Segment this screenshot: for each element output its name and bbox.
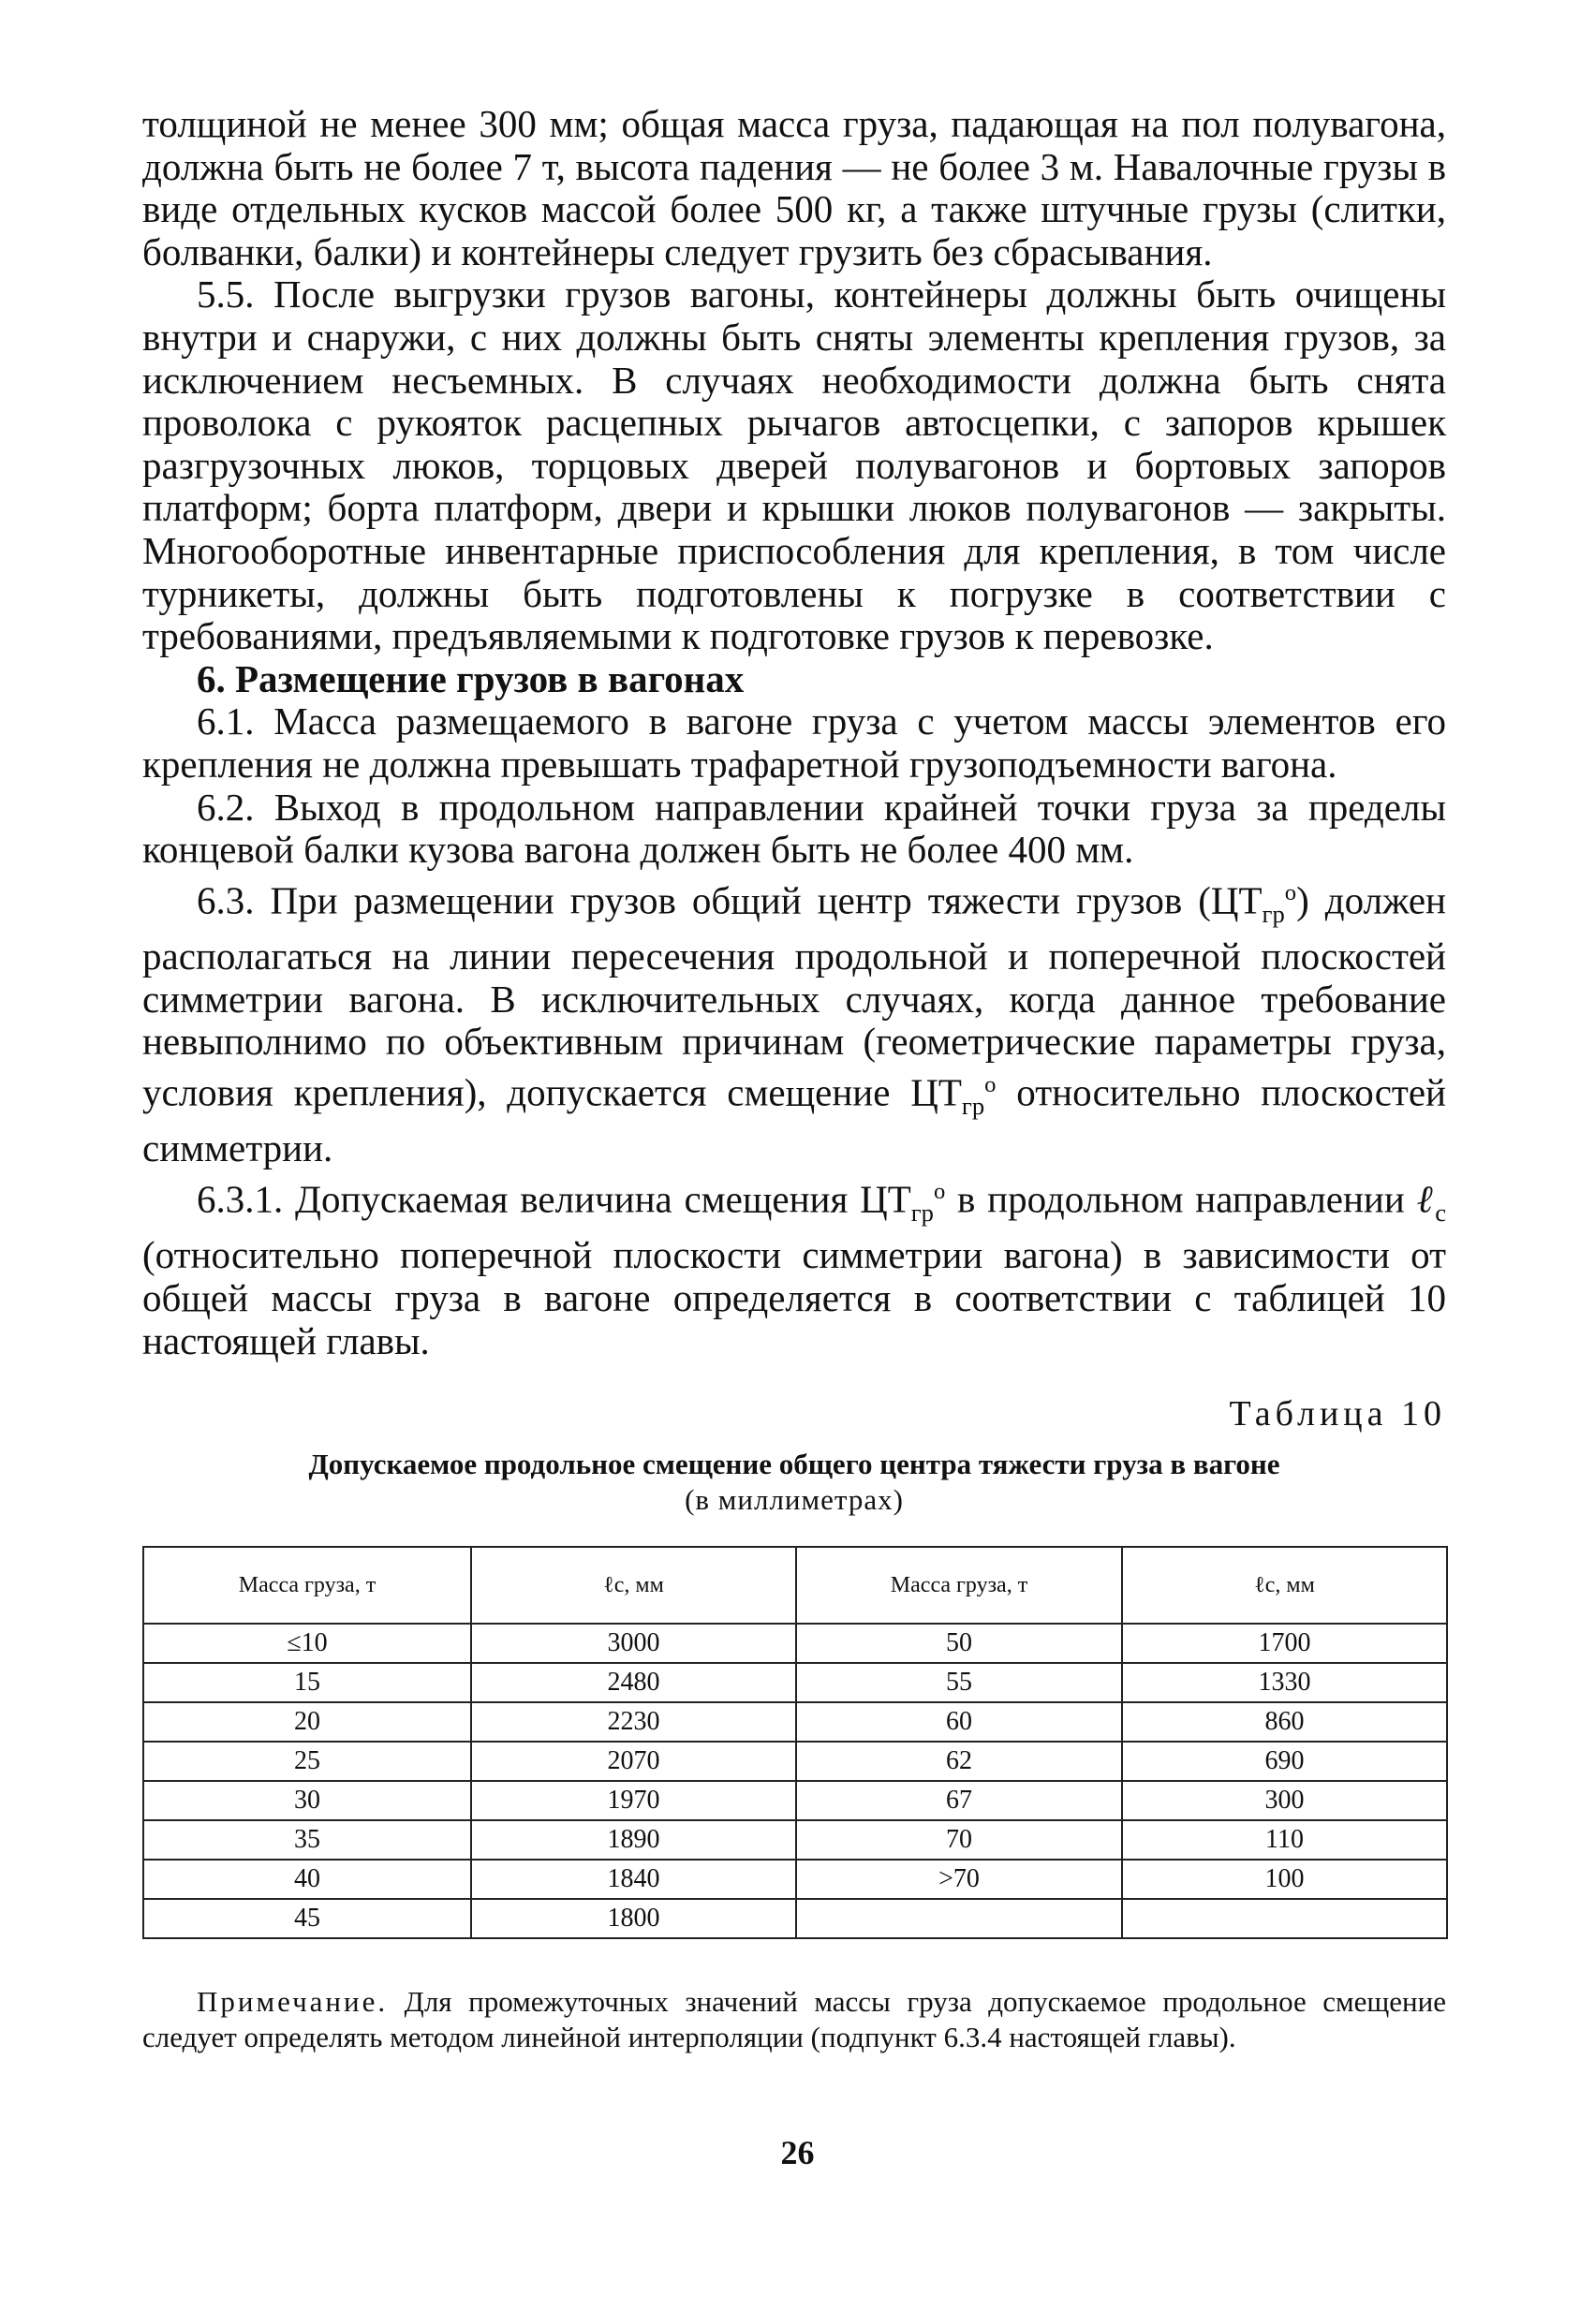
table-cell: 40 (143, 1860, 471, 1899)
section-title: 6. Размещение грузов в вагонах (197, 656, 745, 700)
paragraph-6-3: 6.3. При размещении грузов общий центр тяжести грузов $(ЦТ_{гр}^о)$ должен располагаться на линии пересечения продольной и поперечной плоскостей симметрии вагона. В исключительных случаях, когда данное требование невыполнимо по объективным причинам (геометрические параметры груза, условия крепления), допускается смещение $ЦТ_{гр}^о$ относительно плоскостей симметрии. (142, 878, 1446, 1170)
table-row (143, 1624, 1447, 1663)
note-label: Примечание. (197, 1985, 389, 2019)
table-cell: 2230 (471, 1702, 796, 1742)
page-number: 26 (780, 2134, 815, 2171)
paragraph-5-5: 5.5. После выгрузки грузов вагоны, контейнеры должны быть очищены внутри и снаружи, с них должны быть сняты элементы крепления грузов, за исключением несъемных. В случаях необходимости должна быть снята проволока с рукояток расцепных рычагов автосцепки, с запоров крышек разгрузочных люков, торцовых дверей полувагонов и бортовых запоров платформ; борта платформ, двери и крышки люков полувагонов — закрыты. Многооборотные инвентарные приспособления для крепления, в том числе турникеты, должны быть подготовлены к погрузке в соответствии с требованиями, предъявляемыми к подготовке грузов к перевозке. (142, 272, 1446, 658)
document-page (142, 103, 1446, 2055)
table-cell: 67 (796, 1781, 1122, 1820)
table-cell: 1700 (1122, 1624, 1447, 1663)
table-row (143, 1702, 1447, 1742)
table-row (143, 1860, 1447, 1899)
table-cell: ≤10 (143, 1624, 471, 1663)
paragraph-continuation: толщиной не менее 300 мм; общая масса груза, падающая на пол полувагона, должна быть не более 7 т, высота падения — не более 3 м. Навалочные грузы в виде отдельных кусков массой более 500 кг, а также штучные грузы (слитки, болванки, балки) и контейнеры следует грузить без сбрасывания. (142, 102, 1446, 273)
table-cell: 1840 (471, 1860, 796, 1899)
table-cell: 20 (143, 1702, 471, 1742)
table-cell: 60 (796, 1702, 1122, 1742)
table-unit: (в миллиметрах) (685, 1483, 904, 1517)
table-cell: 860 (1122, 1702, 1447, 1742)
table-cell: 55 (796, 1663, 1122, 1702)
table-cell: 1890 (471, 1820, 796, 1860)
table-cell: 300 (1122, 1781, 1447, 1820)
table-cell: 15 (143, 1663, 471, 1702)
table-cell (796, 1899, 1122, 1938)
header-offset-2: ℓс, мм (1122, 1547, 1447, 1624)
table-cell (1122, 1899, 1447, 1938)
table-cell: 2070 (471, 1742, 796, 1781)
paragraph-6-1: 6.1. Масса размещаемого в вагоне груза с учетом массы элементов его крепления не должна превышать трафаретной грузоподъемности вагона. (142, 699, 1446, 786)
table-cell: 62 (796, 1742, 1122, 1781)
table-cell: 50 (796, 1624, 1122, 1663)
table-cell: 690 (1122, 1742, 1447, 1781)
table-row (143, 1742, 1447, 1781)
table-cell: 25 (143, 1742, 471, 1781)
table-row (143, 1663, 1447, 1702)
table-row (143, 1899, 1447, 1938)
table-row (143, 1781, 1447, 1820)
table-cell: 1800 (471, 1899, 796, 1938)
table-cell: 30 (143, 1781, 471, 1820)
table-cell: 45 (143, 1899, 471, 1938)
table-cell: 1970 (471, 1781, 796, 1820)
table-cell: 3000 (471, 1624, 796, 1663)
table-cell: 110 (1122, 1820, 1447, 1860)
table-cell: >70 (796, 1860, 1122, 1899)
header-mass-1: Масса груза, т (143, 1547, 471, 1624)
table-note (142, 1984, 1446, 2055)
paragraph-6-2: 6.2. Выход в продольном направлении крайней точки груза за пределы концевой балки кузова вагона должен быть не более 400 мм. (142, 785, 1446, 872)
table-label: Таблица 10 (1229, 1394, 1446, 1434)
table-cell: 100 (1122, 1860, 1447, 1899)
note-text: Для промежуточных значений массы груза допускаемое продольное смещение следует определять методом линейной интерполяции (подпункт 6.3.4 настоящей главы). (142, 1985, 1446, 2054)
table-cell: 35 (143, 1820, 471, 1860)
header-mass-2: Масса груза, т (796, 1547, 1122, 1624)
table-cell: 70 (796, 1820, 1122, 1860)
header-offset-1: ℓс, мм (471, 1547, 796, 1624)
table-row (143, 1820, 1447, 1860)
table-header-row (143, 1547, 1447, 1624)
table-title: Допускаемое продольное смещение общего центра тяжести груза в вагоне (308, 1448, 1280, 1481)
table-cell: 2480 (471, 1663, 796, 1702)
table-cell: 1330 (1122, 1663, 1447, 1702)
data-table (142, 1546, 1448, 1939)
paragraph-6-3-1: 6.3.1. Допускаемая величина смещения $ЦТ_{гр}^о$ в продольном направлении ℓ$_с$ (относительно поперечной плоскости симметрии вагона) в зависимости от общей массы груза в вагоне определяется в соответствии с таблицей 10 настоящей главы. (142, 1177, 1447, 1362)
